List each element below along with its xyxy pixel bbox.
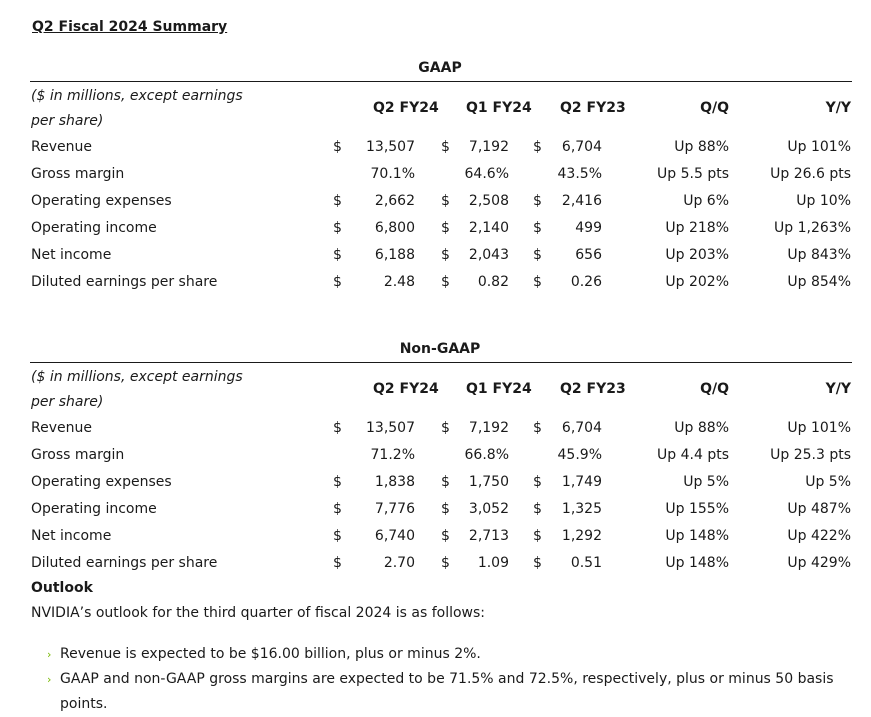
column-header: Q1 FY24	[466, 100, 532, 116]
value-q2fy24: 2.48	[383, 274, 415, 290]
change-qq: Up 202%	[665, 274, 729, 290]
currency-symbol: $	[533, 274, 542, 290]
change-qq: Up 218%	[665, 220, 729, 236]
row-label: Operating income	[31, 501, 157, 517]
currency-symbol: $	[333, 528, 342, 544]
currency-symbol: $	[533, 420, 542, 436]
change-qq: Up 6%	[683, 193, 729, 209]
value-q2fy23: 656	[575, 247, 602, 263]
list-item	[47, 642, 481, 667]
value-q2fy24: 70.1%	[370, 166, 415, 182]
value-q1fy24: 1,750	[468, 474, 509, 490]
column-header: Y/Y	[825, 381, 851, 397]
units-note-line: per share)	[31, 394, 104, 410]
currency-symbol: $	[533, 555, 542, 571]
row-label: Revenue	[31, 420, 92, 436]
column-header: Q2 FY23	[560, 381, 626, 397]
value-q1fy24: 64.6%	[464, 166, 509, 182]
value-q2fy23: 1,292	[561, 528, 602, 544]
value-q2fy24: 6,800	[374, 220, 415, 236]
row-label: Diluted earnings per share	[31, 274, 218, 290]
row-label: Diluted earnings per share	[31, 555, 218, 571]
change-qq: Up 88%	[674, 139, 729, 155]
change-yy: Up 429%	[787, 555, 851, 571]
change-yy: Up 101%	[787, 139, 851, 155]
row-label: Net income	[31, 247, 112, 263]
value-q1fy24: 3,052	[468, 501, 509, 517]
table-row	[0, 501, 871, 528]
currency-symbol: $	[441, 274, 450, 290]
change-yy: Up 101%	[787, 420, 851, 436]
units-note	[31, 84, 243, 134]
row-label: Operating expenses	[31, 193, 172, 209]
currency-symbol: $	[441, 220, 450, 236]
currency-symbol: $	[441, 501, 450, 517]
value-q2fy24: 71.2%	[370, 447, 415, 463]
table-rule	[30, 362, 852, 363]
value-q2fy23: 0.26	[570, 274, 602, 290]
row-label: Gross margin	[31, 447, 125, 463]
currency-symbol: $	[333, 420, 342, 436]
value-q2fy24: 7,776	[374, 501, 415, 517]
table-row	[0, 193, 871, 220]
table-row	[0, 447, 871, 474]
outlook-intro: NVIDIA’s outlook for the third quarter of fiscal 2024 is as follows:	[31, 605, 486, 621]
row-label: Revenue	[31, 139, 92, 155]
value-q1fy24: 2,713	[468, 528, 509, 544]
value-q2fy24: 2.70	[383, 555, 415, 571]
page-title: Q2 Fiscal 2024 Summary	[32, 19, 228, 35]
currency-symbol: $	[333, 474, 342, 490]
currency-symbol: $	[533, 220, 542, 236]
column-header: Q/Q	[700, 381, 729, 397]
column-header: Q2 FY24	[373, 381, 439, 397]
currency-symbol: $	[441, 528, 450, 544]
bullet-text: GAAP and non-GAAP gross margins are expected to be 71.5% and 72.5%, respectively, plus or minus 50 basis	[60, 671, 834, 687]
change-qq: Up 5.5 pts	[657, 166, 729, 182]
currency-symbol: $	[333, 220, 342, 236]
value-q1fy24: 66.8%	[464, 447, 509, 463]
units-note-line: per share)	[31, 113, 104, 129]
chevron-right-icon: ›	[47, 673, 52, 686]
currency-symbol: $	[441, 555, 450, 571]
value-q1fy24: 7,192	[468, 420, 509, 436]
value-q2fy23: 45.9%	[557, 447, 602, 463]
value-q2fy24: 6,740	[374, 528, 415, 544]
change-yy: Up 26.6 pts	[770, 166, 851, 182]
value-q2fy24: 13,507	[366, 420, 415, 436]
change-qq: Up 88%	[674, 420, 729, 436]
value-q2fy24: 1,838	[374, 474, 415, 490]
units-note-line: ($ in millions, except earnings	[31, 88, 243, 104]
currency-symbol: $	[533, 501, 542, 517]
change-yy: Up 1,263%	[774, 220, 851, 236]
table-row	[0, 420, 871, 447]
row-label: Net income	[31, 528, 112, 544]
currency-symbol: $	[441, 420, 450, 436]
change-yy: Up 487%	[787, 501, 851, 517]
column-header: Q2 FY24	[373, 100, 439, 116]
currency-symbol: $	[333, 274, 342, 290]
value-q2fy24: 6,188	[374, 247, 415, 263]
change-qq: Up 4.4 pts	[657, 447, 729, 463]
currency-symbol: $	[533, 247, 542, 263]
value-q1fy24: 2,043	[468, 247, 509, 263]
table-row	[0, 555, 871, 582]
chevron-right-icon: ›	[47, 648, 52, 661]
currency-symbol: $	[441, 193, 450, 209]
currency-symbol: $	[333, 193, 342, 209]
change-yy: Up 10%	[796, 193, 851, 209]
column-header: Q2 FY23	[560, 100, 626, 116]
outlook-heading: Outlook	[31, 580, 93, 596]
row-label: Gross margin	[31, 166, 125, 182]
value-q1fy24: 2,508	[468, 193, 509, 209]
value-q2fy23: 2,416	[561, 193, 602, 209]
row-label: Operating income	[31, 220, 157, 236]
bullet-text: Revenue is expected to be $16.00 billion, plus or minus 2%.	[60, 646, 481, 662]
value-q1fy24: 2,140	[468, 220, 509, 236]
currency-symbol: $	[333, 501, 342, 517]
change-qq: Up 148%	[665, 555, 729, 571]
value-q2fy23: 43.5%	[557, 166, 602, 182]
value-q1fy24: 0.82	[477, 274, 509, 290]
table-row	[0, 139, 871, 166]
column-header: Y/Y	[825, 100, 851, 116]
value-q1fy24: 1.09	[477, 555, 509, 571]
currency-symbol: $	[533, 528, 542, 544]
column-header: Q1 FY24	[466, 381, 532, 397]
bullet-text: points.	[60, 696, 108, 712]
currency-symbol: $	[441, 474, 450, 490]
row-label: Operating expenses	[31, 474, 172, 490]
currency-symbol: $	[441, 247, 450, 263]
change-yy: Up 422%	[787, 528, 851, 544]
value-q2fy23: 6,704	[561, 420, 602, 436]
value-q2fy23: 6,704	[561, 139, 602, 155]
table-row	[0, 528, 871, 555]
table-title: Non-GAAP	[399, 341, 481, 357]
change-yy: Up 854%	[787, 274, 851, 290]
change-yy: Up 5%	[805, 474, 851, 490]
units-note-line: ($ in millions, except earnings	[31, 369, 243, 385]
value-q2fy23: 1,749	[561, 474, 602, 490]
value-q1fy24: 7,192	[468, 139, 509, 155]
value-q2fy23: 499	[575, 220, 602, 236]
table-row	[0, 166, 871, 193]
currency-symbol: $	[533, 474, 542, 490]
value-q2fy23: 1,325	[561, 501, 602, 517]
change-qq: Up 148%	[665, 528, 729, 544]
currency-symbol: $	[333, 139, 342, 155]
value-q2fy24: 2,662	[374, 193, 415, 209]
units-note	[31, 365, 243, 415]
change-qq: Up 5%	[683, 474, 729, 490]
table-row	[0, 274, 871, 301]
list-item	[47, 667, 834, 717]
change-qq: Up 155%	[665, 501, 729, 517]
change-yy: Up 843%	[787, 247, 851, 263]
table-row	[0, 220, 871, 247]
currency-symbol: $	[441, 139, 450, 155]
change-yy: Up 25.3 pts	[770, 447, 851, 463]
value-q2fy24: 13,507	[366, 139, 415, 155]
value-q2fy23: 0.51	[570, 555, 602, 571]
column-header: Q/Q	[700, 100, 729, 116]
table-row	[0, 247, 871, 274]
table-title: GAAP	[418, 60, 462, 76]
currency-symbol: $	[333, 247, 342, 263]
currency-symbol: $	[533, 139, 542, 155]
table-rule	[30, 81, 852, 82]
currency-symbol: $	[533, 193, 542, 209]
currency-symbol: $	[333, 555, 342, 571]
table-row	[0, 474, 871, 501]
change-qq: Up 203%	[665, 247, 729, 263]
